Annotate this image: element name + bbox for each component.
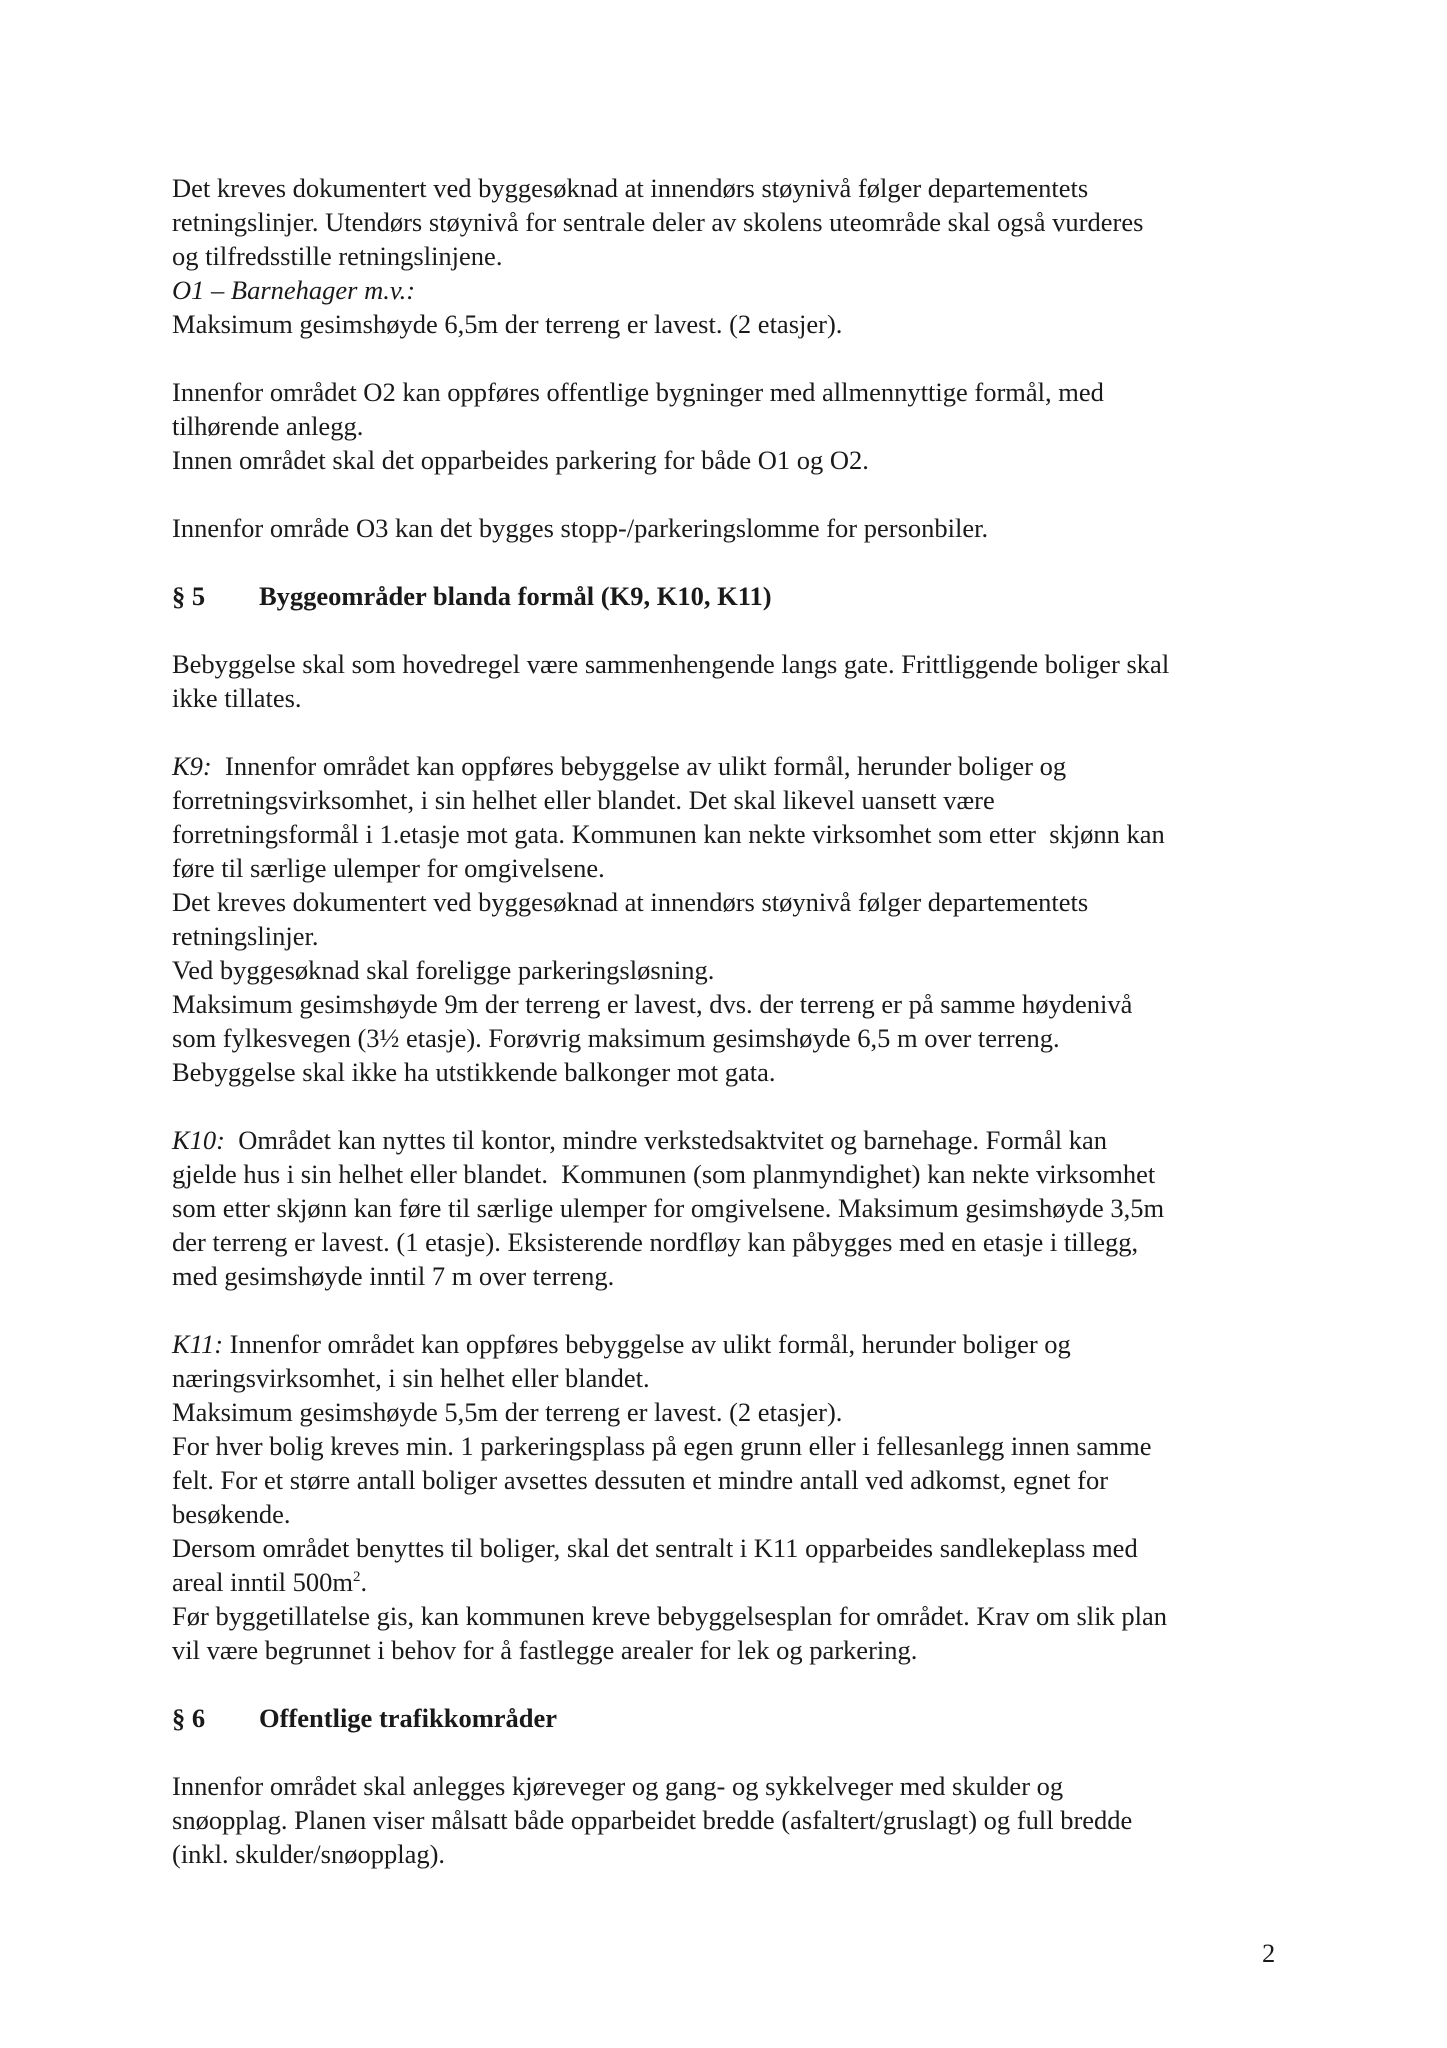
k9-text: Innenfor området kan oppføres bebyggelse av ulikt formål, herunder boliger og	[211, 751, 1067, 781]
section-6-heading	[172, 1701, 1302, 1735]
paragraph-line: som fylkesvegen (3½ etasje). Forøvrig maksimum gesimshøyde 6,5 m over terreng.	[172, 1023, 1060, 1053]
k10-text: Området kan nyttes til kontor, mindre verkstedsaktvitet og barnehage. Formål kan	[225, 1125, 1108, 1155]
k9-paragraph-line	[172, 749, 1302, 783]
section-title: Offentlige trafikkområder	[259, 1703, 558, 1733]
paragraph-line: føre til særlige ulemper for omgivelsene.	[172, 853, 605, 883]
o3-paragraph: Innenfor område O3 kan det bygges stopp-/parkeringslomme for personbiler.	[172, 513, 989, 543]
superscript: 2	[353, 1569, 361, 1586]
k10-label: K10:	[172, 1125, 225, 1155]
paragraph-line: Maksimum gesimshøyde 9m der terreng er lavest, dvs. der terreng er på samme høydenivå	[172, 989, 1133, 1019]
paragraph-line: ikke tillates.	[172, 683, 302, 713]
o1-heading: O1 – Barnehager m.v.:	[172, 275, 416, 305]
paragraph-line: Maksimum gesimshøyde 5,5m der terreng er lavest. (2 etasjer).	[172, 1397, 843, 1427]
paragraph-line: tilhørende anlegg.	[172, 411, 364, 441]
paragraph-line: Innenfor området O2 kan oppføres offentlige bygninger med allmennyttige formål, med	[172, 377, 1104, 407]
k11-text: Innenfor området kan oppføres bebyggelse av ulikt formål, herunder boliger og	[223, 1329, 1071, 1359]
paragraph-line: Ved byggesøknad skal foreligge parkeringsløsning.	[172, 955, 715, 985]
section-5-heading	[172, 579, 1302, 613]
paragraph-line: besøkende.	[172, 1499, 291, 1529]
paragraph-line: felt. For et større antall boliger avsettes dessuten et mindre antall ved adkomst, egnet for	[172, 1465, 1109, 1495]
paragraph-line: næringsvirksomhet, i sin helhet eller blandet.	[172, 1363, 650, 1393]
paragraph-line: Det kreves dokumentert ved byggesøknad at innendørs støynivå følger departementets	[172, 887, 1089, 917]
paragraph-line: (inkl. skulder/snøopplag).	[172, 1839, 446, 1869]
paragraph-line: Det kreves dokumentert ved byggesøknad at innendørs støynivå følger departementets	[172, 173, 1089, 203]
paragraph-line: og tilfredsstille retningslinjene.	[172, 241, 503, 271]
paragraph-line: der terreng er lavest. (1 etasje). Eksisterende nordfløy kan påbygges med en etasje i tillegg,	[172, 1227, 1139, 1257]
k10-paragraph-line	[172, 1123, 1302, 1157]
section-number: § 6	[172, 1703, 206, 1733]
paragraph-line: Før byggetillatelse gis, kan kommunen kreve bebyggelsesplan for området. Krav om slik plan	[172, 1601, 1167, 1631]
k11-label: K11:	[172, 1329, 224, 1359]
paragraph-line: retningslinjer. Utendørs støynivå for sentrale deler av skolens uteområde skal også vurderes	[172, 207, 1144, 237]
paragraph-line: snøopplag. Planen viser målsatt både opparbeidet bredde (asfaltert/gruslagt) og full bredde	[172, 1805, 1133, 1835]
paragraph-line: retningslinjer.	[172, 921, 319, 951]
paragraph-line: vil være begrunnet i behov for å fastlegge arealer for lek og parkering.	[172, 1635, 918, 1665]
paragraph-line: forretningsformål i 1.etasje mot gata. Kommunen kan nekte virksomhet som etter skjønn kan	[172, 819, 1165, 849]
section-title: Byggeområder blanda formål (K9, K10, K11)	[259, 581, 772, 611]
paragraph-line: Bebyggelse skal som hovedregel være sammenhengende langs gate. Frittliggende boliger skal	[172, 649, 1170, 679]
k9-label: K9:	[172, 751, 212, 781]
body-text	[172, 171, 1302, 1871]
paragraph-line: som etter skjønn kan føre til særlige ulemper for omgivelsene. Maksimum gesimshøyde 3,5m	[172, 1193, 1165, 1223]
paragraph-line: gjelde hus i sin helhet eller blandet. Kommunen (som planmyndighet) kan nekte virksomhet	[172, 1159, 1156, 1189]
period: .	[360, 1567, 368, 1597]
paragraph-line: Dersom området benyttes til boliger, skal det sentralt i K11 opparbeides sandlekeplass med	[172, 1533, 1138, 1563]
section-number: § 5	[172, 581, 206, 611]
paragraph-line: Innenfor området skal anlegges kjøreveger og gang- og sykkelveger med skulder og	[172, 1771, 1064, 1801]
paragraph-line: For hver bolig kreves min. 1 parkeringsplass på egen grunn eller i fellesanlegg innen samme	[172, 1431, 1152, 1461]
paragraph-line	[172, 1565, 1302, 1599]
paragraph-line: Bebyggelse skal ikke ha utstikkende balkonger mot gata.	[172, 1057, 776, 1087]
paragraph-line: forretningsvirksomhet, i sin helhet eller blandet. Det skal likevel uansett være	[172, 785, 995, 815]
page-number: 2	[1262, 1938, 1276, 1968]
o1-text: Maksimum gesimshøyde 6,5m der terreng er lavest. (2 etasjer).	[172, 309, 843, 339]
paragraph-line: med gesimshøyde inntil 7 m over terreng.	[172, 1261, 615, 1291]
k11-paragraph-line	[172, 1327, 1302, 1361]
area-text: areal inntil 500m	[172, 1567, 354, 1597]
paragraph-line: Innen området skal det opparbeides parkering for både O1 og O2.	[172, 445, 869, 475]
